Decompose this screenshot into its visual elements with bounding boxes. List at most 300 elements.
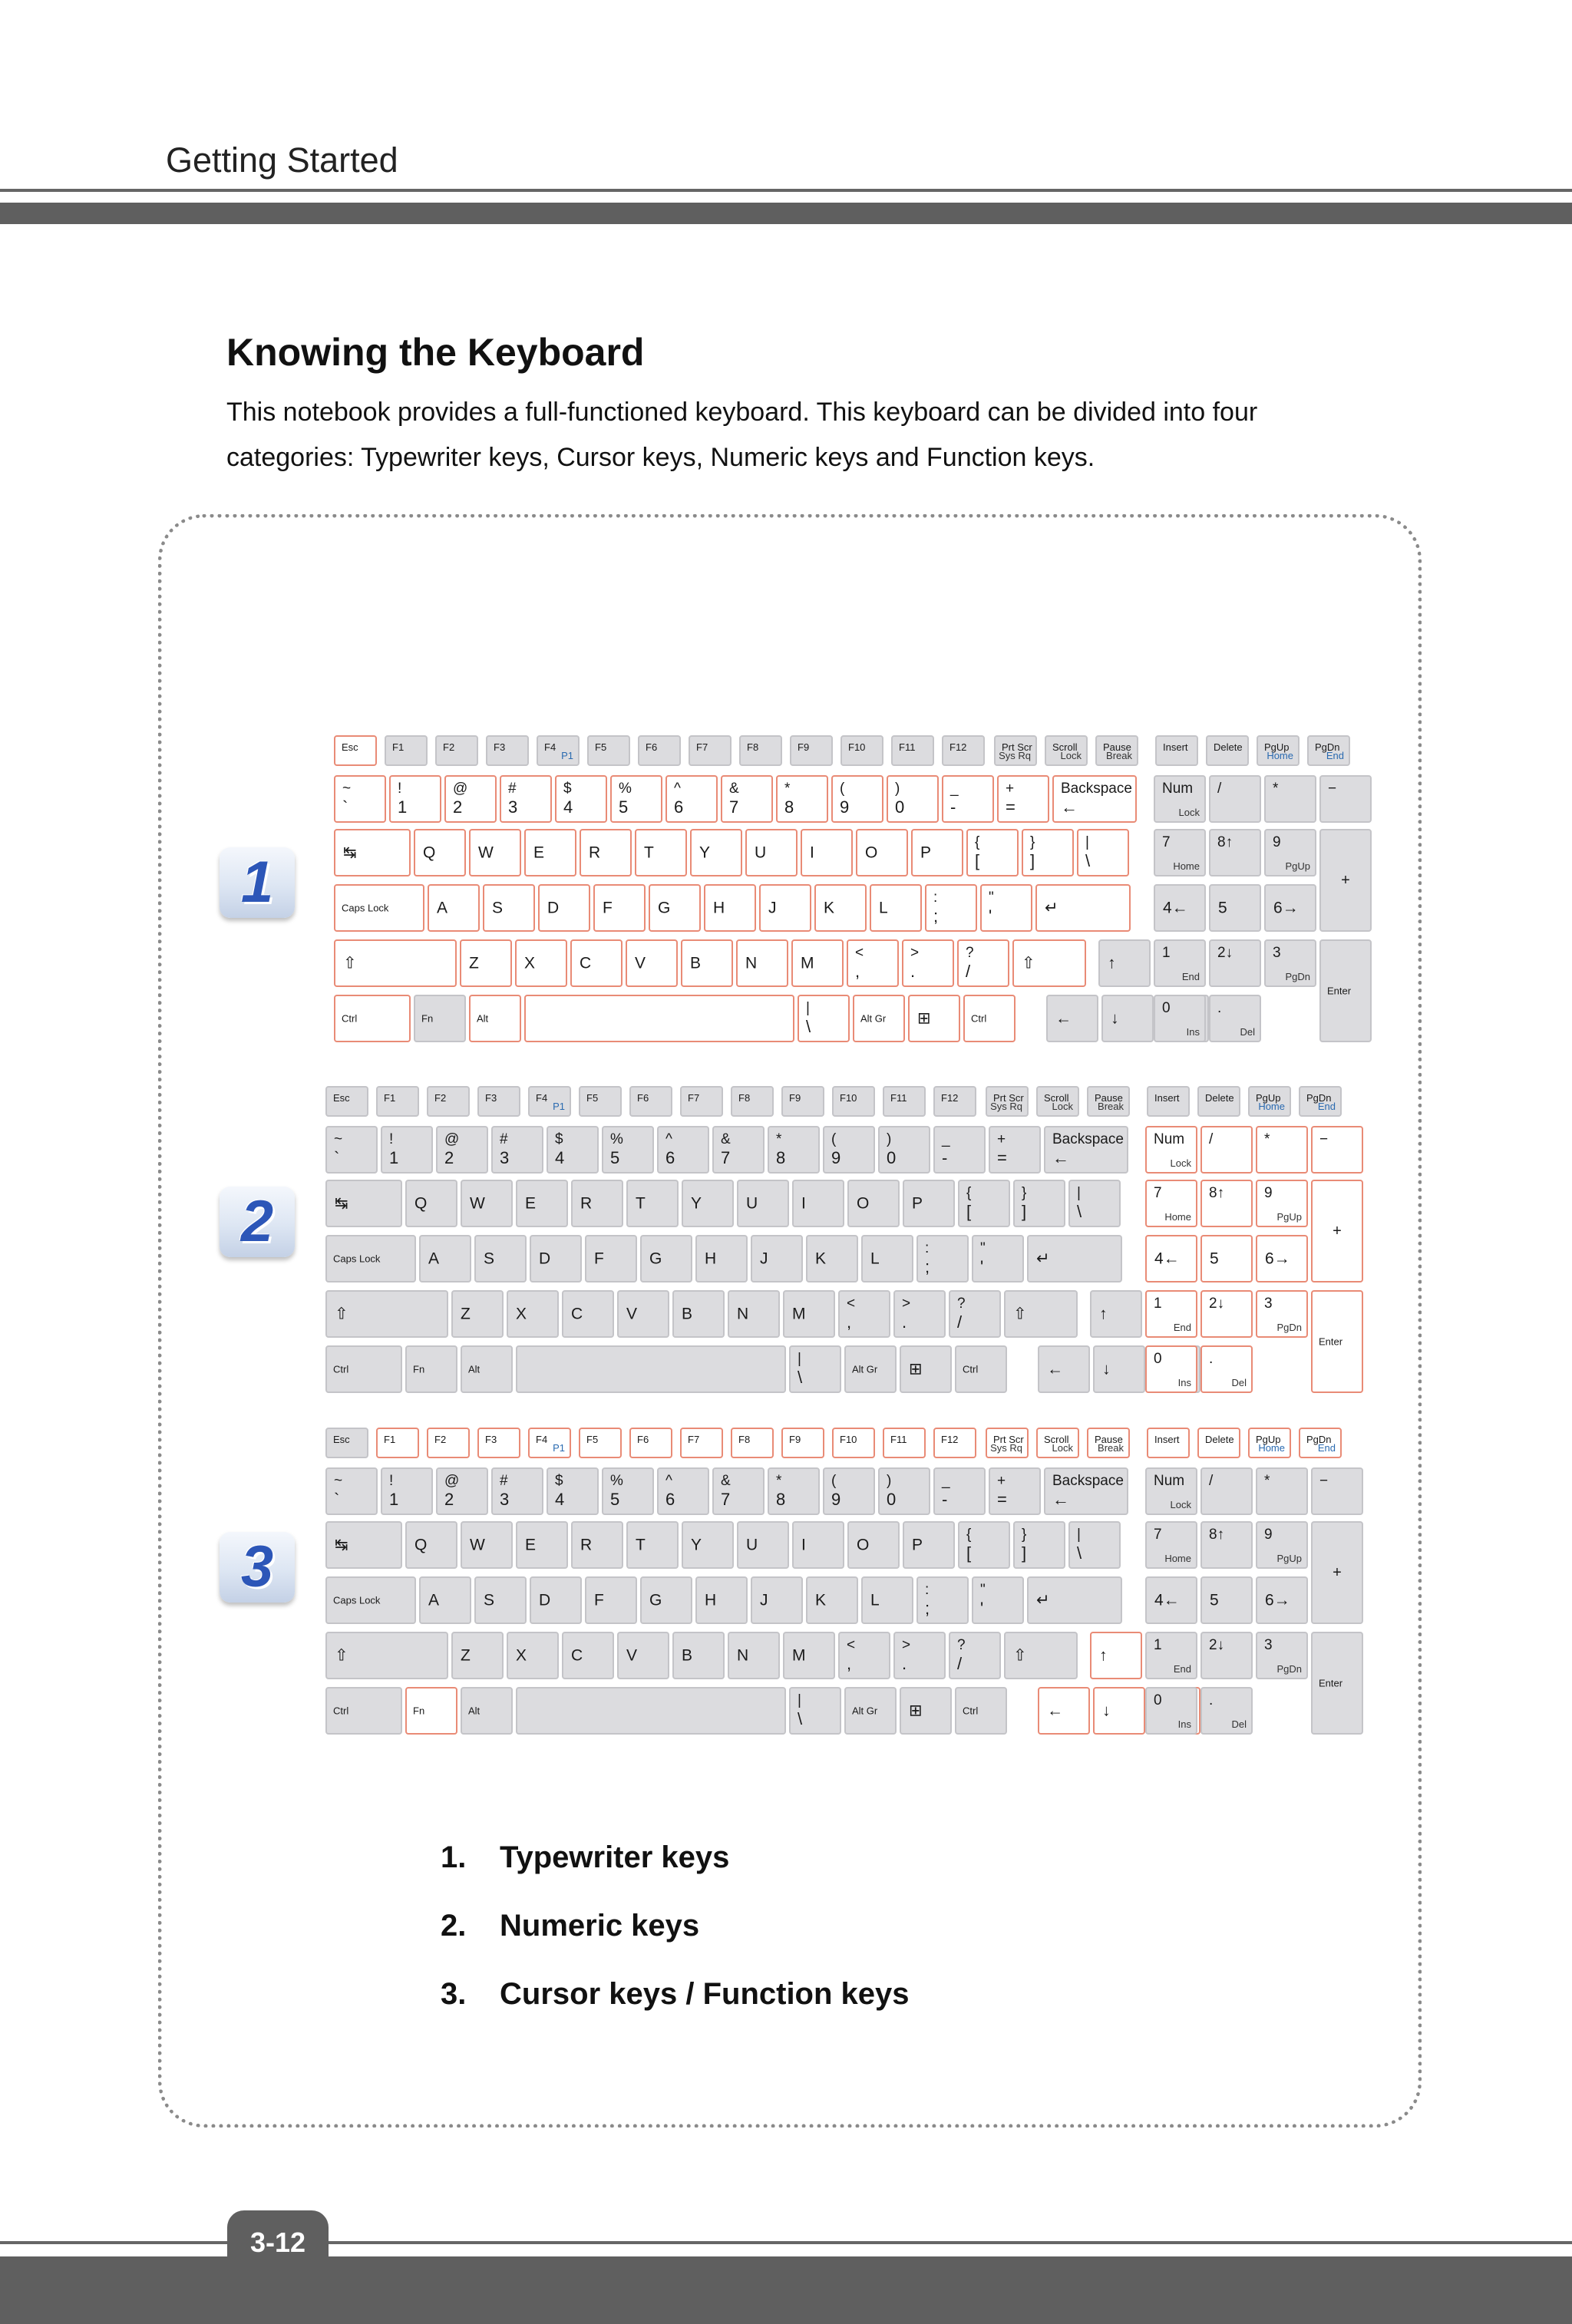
key-r [571,1521,623,1569]
key-o [847,1521,900,1569]
key-legend: Pause [1103,741,1131,753]
key-7 [712,1467,765,1515]
page-number: 3-12 [227,2210,329,2272]
key-legend: F6 [637,1434,649,1445]
key-f4 [528,1086,571,1117]
key-legend: Num [1154,1473,1185,1489]
key-legend: / [1209,1131,1214,1147]
key-num9 [1256,1180,1308,1227]
key-num6 [1264,884,1316,932]
key-rshift [1004,1290,1078,1338]
key-legend: # [500,1473,508,1489]
key-q [405,1180,457,1227]
key-legend: ⊞ [909,1360,923,1378]
key-j [759,884,811,932]
key-legend: G [649,1249,662,1268]
key-legend: Caps Lock [342,902,389,914]
key-legend: X [524,954,536,972]
key-legend: < [855,945,864,961]
key-f3 [477,1428,520,1458]
key-6 [657,1126,709,1174]
key-numslash [1200,1467,1253,1515]
list-item-label: Cursor keys / Function keys [500,1977,910,2011]
header-rule-thick [0,203,1572,224]
key-legend: Lock [1178,807,1200,818]
key-legend: Home [1173,860,1200,872]
key-j [751,1235,803,1282]
key-pgup [1248,1428,1291,1458]
key-num5 [1209,884,1261,932]
key-legend: V [626,1305,638,1323]
key-numstar [1264,775,1316,823]
key-legend: Delete [1205,1092,1234,1104]
key-num9 [1264,829,1316,876]
key-1 [381,1126,433,1174]
key-k [814,884,867,932]
key-legend: P1 [553,1101,565,1112]
key-fn [405,1687,457,1735]
key-legend: − [1319,1131,1329,1147]
key-f5 [587,735,630,766]
key-legend: ) [895,781,900,797]
key-capslock [334,884,424,932]
key-enter [1027,1576,1122,1624]
key-legend: > [902,1296,911,1312]
key-numdot [1209,995,1261,1042]
key-legend: - [942,1148,948,1167]
key-legend: ↵ [1036,1591,1050,1609]
intro-line-2: categories: Typewriter keys, Cursor keys, Numeric keys and Function keys. [226,443,1095,472]
key-legend: 8↑ [1217,834,1233,850]
key-legend: M [792,1305,806,1323]
key-legend: 8↑ [1209,1185,1225,1201]
key-legend: PgDn [1276,1322,1302,1333]
key-legend: Alt Gr [860,1012,887,1025]
key-lshift [325,1290,448,1338]
key-legend: ( [840,781,845,797]
key-legend: 8 [776,1148,786,1167]
key-legend: ← [1047,1360,1063,1378]
key-legend: − [1328,781,1337,797]
key-fn [414,995,466,1042]
key-legend: Del [1231,1718,1247,1730]
key-numplus [1311,1180,1363,1282]
key-backslash2 [789,1345,841,1393]
key-legend: Pause [1095,1434,1123,1445]
key-num4 [1145,1576,1197,1624]
key-legend: _ [950,781,959,797]
key-legend: Esc [333,1434,350,1445]
key-legend: Prt Scr [1002,741,1032,753]
key-3 [491,1467,543,1515]
key-pgdn [1299,1086,1342,1117]
key-legend: C [571,1305,583,1323]
key-legend: P1 [561,750,573,761]
key-num3 [1256,1632,1308,1679]
key-legend: 3 [508,797,518,817]
key-f4 [528,1428,571,1458]
key-legend: F5 [586,1092,599,1104]
key-legend: 0 [895,797,905,817]
key-num6 [1256,1576,1308,1624]
key-equals [997,775,1049,823]
key-legend: 5 [1210,1249,1219,1268]
key-rbrace [1022,829,1074,876]
key-legend: End [1181,971,1200,982]
key-legend: 1 [1162,945,1171,961]
key-legend: ← [1052,1148,1069,1167]
key-e [524,829,576,876]
key-legend: End [1173,1663,1191,1675]
key-f10 [832,1428,875,1458]
key-lshift [325,1632,448,1679]
key-legend: 9 [1264,1527,1273,1543]
key-legend: @ [444,1473,460,1489]
key-legend: Ctrl [971,1012,987,1025]
key-legend: ~ [334,1473,343,1489]
key-legend: < [847,1637,856,1653]
key-f6 [629,1086,672,1117]
list-item-label: Numeric keys [500,1909,700,1943]
key-legend: 7 [721,1148,731,1167]
key-legend: ↓ [1102,1360,1111,1378]
key-num0 [1145,1687,1197,1735]
key-legend: Fn [413,1705,425,1717]
key-l [870,884,922,932]
key-insert [1155,735,1198,766]
key-minus [933,1126,986,1174]
key-e [516,1180,568,1227]
key-legend: Alt [468,1705,481,1717]
key-legend: Alt [477,1012,489,1025]
key-x [515,939,567,987]
key-legend: Lock [1052,1101,1073,1112]
key-h [695,1235,748,1282]
key-legend: E [533,843,545,862]
key-up [1090,1632,1142,1679]
key-down [1093,1345,1145,1393]
key-legend: / [966,962,971,981]
key-up [1098,939,1151,987]
key-legend: | [806,1000,810,1016]
key-m [791,939,844,987]
key-legend: I [810,843,814,862]
key-legend: H [713,899,725,917]
key-category-list [441,1840,910,2045]
key-legend: 3 [500,1490,510,1509]
key-legend: ] [1022,1543,1027,1563]
key-legend: Ctrl [333,1705,349,1717]
key-equals [989,1126,1041,1174]
key-tilde [325,1126,378,1174]
key-k [806,1576,858,1624]
key-legend: ' [980,1257,984,1276]
key-legend: ) [887,1131,892,1147]
key-legend: 1 [1154,1296,1162,1312]
key-comma [847,939,899,987]
key-legend: ! [389,1473,394,1489]
key-w [469,829,521,876]
key-equals [989,1467,1041,1515]
key-legend: | [798,1692,801,1708]
key-legend: F9 [789,1434,801,1445]
key-num1 [1145,1632,1197,1679]
intro-line-1: This notebook provides a full-functioned keyboard. This keyboard can be divided into four [226,398,1258,427]
key-legend: Backspace [1061,781,1132,797]
key-legend: Num [1162,781,1194,797]
key-legend: ! [398,781,402,797]
key-f3 [477,1086,520,1117]
key-9 [823,1467,875,1515]
key-legend: & [721,1473,731,1489]
key-tilde [334,775,386,823]
key-legend: # [500,1131,508,1147]
key-legend: N [737,1646,749,1665]
key-backspace [1044,1467,1128,1515]
key-v [626,939,678,987]
key-rctrl [955,1687,1007,1735]
key-numstar [1256,1126,1308,1174]
key-legend: ↹ [335,1536,348,1554]
key-i [801,829,853,876]
key-pause [1095,735,1138,766]
key-q [405,1521,457,1569]
key-legend: ? [957,1296,966,1312]
key-legend: U [755,843,767,862]
key-legend: ~ [334,1131,343,1147]
key-num3 [1264,939,1316,987]
key-enter [1035,884,1131,932]
key-legend: Fn [413,1363,425,1375]
key-d [530,1235,582,1282]
key-legend: Alt [468,1363,481,1375]
key-7 [721,775,773,823]
key-legend: \ [806,1017,811,1036]
key-legend: Y [691,1194,702,1213]
key-legend: I [801,1194,806,1213]
key-legend: ← [1047,1702,1063,1720]
key-legend: 0 [887,1148,897,1167]
key-legend: Lock [1052,1442,1073,1454]
key-legend: + [997,1473,1006,1489]
key-legend: W [478,843,494,862]
key-legend: 1 [398,797,408,817]
key-legend: M [792,1646,806,1665]
key-f1 [385,735,428,766]
key-legend: ↓ [1111,1009,1119,1028]
key-0 [887,775,939,823]
key-i [792,1521,844,1569]
key-legend: , [855,962,860,981]
key-s [474,1576,527,1624]
key-legend: Scroll [1052,741,1078,753]
key-legend: ' [989,906,992,926]
key-numplus [1311,1521,1363,1624]
key-f7 [680,1086,723,1117]
key-comma [838,1632,890,1679]
key-legend: / [1217,781,1222,797]
key-legend: 0 [1154,1351,1162,1367]
key-legend: ⇧ [1022,954,1035,972]
key-legend: Delete [1205,1434,1234,1445]
key-2 [436,1126,488,1174]
key-f6 [629,1428,672,1458]
key-num6 [1256,1235,1308,1282]
key-legend: Sys Rq [999,750,1031,761]
key-slash [949,1290,1001,1338]
key-backspace [1052,775,1137,823]
key-legend: 9 [831,1148,841,1167]
key-left [1046,995,1098,1042]
key-k [806,1235,858,1282]
key-legend: ← [1052,1490,1069,1509]
key-o [847,1180,900,1227]
key-tab [325,1180,402,1227]
key-legend: | [1077,1185,1081,1201]
key-legend: O [857,1194,870,1213]
key-legend: D [539,1249,551,1268]
key-prtscr [994,735,1037,766]
key-legend: O [857,1536,870,1554]
key-legend: F [603,899,613,917]
key-legend: 4 [563,797,573,817]
key-legend: * [1264,1473,1270,1489]
key-legend: ` [334,1148,340,1167]
key-o [856,829,908,876]
key-legend: ⇧ [343,954,357,972]
key-1 [389,775,441,823]
key-f11 [891,735,934,766]
key-legend: PgDn [1306,1092,1332,1104]
key-pause [1087,1428,1130,1458]
key-altgr [844,1687,897,1735]
key-legend: Insert [1154,1092,1180,1104]
key-legend: T [636,1194,646,1213]
key-t [626,1180,679,1227]
key-legend: 2↓ [1209,1296,1225,1312]
key-legend: 2 [444,1148,454,1167]
key-legend: + [1333,1223,1342,1240]
key-prtscr [986,1086,1029,1117]
key-legend: * [776,1473,782,1489]
key-t [626,1521,679,1569]
key-pgup [1257,735,1300,766]
list-item-label: Typewriter keys [500,1840,730,1874]
key-alt [469,995,521,1042]
key-legend: . [910,962,916,981]
key-legend: 4← [1163,899,1188,917]
key-numlock [1154,775,1206,823]
key-legend: X [516,1646,527,1665]
key-w [461,1180,513,1227]
key-legend: > [902,1637,911,1653]
key-legend: 2↓ [1217,945,1233,961]
key-scrolllock [1045,735,1088,766]
key-legend: 3 [1264,1296,1273,1312]
key-legend: H [705,1249,717,1268]
key-legend: 4 [555,1148,565,1167]
key-y [682,1180,734,1227]
key-u [745,829,798,876]
badge-3 [220,1532,295,1603]
key-legend: 6 [665,1148,675,1167]
key-q [414,829,466,876]
key-tilde [325,1467,378,1515]
key-legend: U [746,1194,758,1213]
key-legend: . [1209,1351,1214,1367]
key-legend: H [705,1591,717,1609]
key-down [1101,995,1154,1042]
key-legend: " [989,890,994,906]
key-legend: Lock [1170,1157,1191,1169]
key-s [474,1235,527,1282]
key-i [792,1180,844,1227]
key-legend: [ [966,1543,972,1563]
key-f1 [376,1428,419,1458]
key-num8 [1209,829,1261,876]
key-legend: 7 [1162,834,1171,850]
key-legend: 1 [389,1148,399,1167]
key-legend: N [737,1305,749,1323]
key-esc [334,735,377,766]
key-legend: $ [555,1473,563,1489]
key-lctrl [334,995,411,1042]
key-legend: A [428,1591,440,1609]
key-legend: − [1319,1473,1329,1489]
key-legend: 4 [555,1490,565,1509]
key-7 [712,1126,765,1174]
key-legend: \ [1077,1202,1082,1221]
key-f [585,1235,637,1282]
key-legend: { [975,834,980,850]
key-altgr [853,995,905,1042]
key-legend: | [1077,1527,1081,1543]
list-item-number: 3. [441,1977,467,2011]
key-legend: ` [342,797,348,817]
key-legend: ~ [342,781,352,797]
key-f4 [537,735,580,766]
key-n [728,1290,780,1338]
key-legend: J [760,1249,768,1268]
key-8 [768,1467,820,1515]
key-legend: 6→ [1273,899,1299,917]
key-legend: 6→ [1265,1591,1290,1609]
key-quote [980,884,1032,932]
key-comma [838,1290,890,1338]
key-lbrace [958,1180,1010,1227]
key-rbrace [1013,1521,1065,1569]
key-legend: + [1341,872,1350,889]
key-legend: Pause [1095,1092,1123,1104]
key-legend: & [721,1131,731,1147]
key-legend: # [508,781,517,797]
key-num7 [1145,1521,1197,1569]
key-legend: Ctrl [333,1363,349,1375]
key-f11 [883,1086,926,1117]
key-legend: P1 [553,1442,565,1454]
key-legend: F12 [941,1434,959,1445]
key-legend: Home [1258,1442,1285,1454]
key-f9 [781,1428,824,1458]
key-legend: ⇧ [335,1305,348,1323]
key-d [538,884,590,932]
key-legend: Fn [421,1012,434,1025]
key-j [751,1576,803,1624]
key-legend: F6 [637,1092,649,1104]
key-w [461,1521,513,1569]
key-legend: End [1173,1322,1191,1333]
key-delete [1197,1428,1240,1458]
